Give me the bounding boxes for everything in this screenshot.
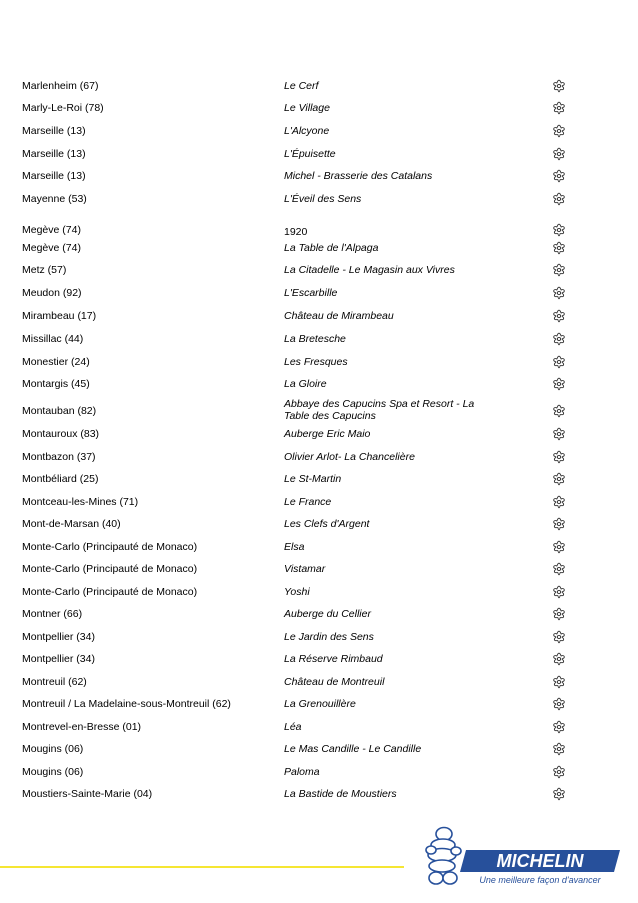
michelin-star-icon (552, 742, 566, 756)
list-item (0, 217, 638, 239)
michelin-star-icon (552, 562, 566, 576)
city-name: Missillac (44) (22, 333, 84, 345)
michelin-star-icon (552, 427, 566, 441)
michelin-star-icon (552, 697, 566, 711)
list-item (0, 242, 638, 256)
list-item (0, 333, 638, 347)
city-name: Montreuil (62) (22, 676, 87, 688)
restaurant-name: L'Alcyone (284, 125, 330, 137)
michelin-star-icon (552, 495, 566, 509)
list-item (0, 125, 638, 139)
restaurant-name: La Citadelle - Le Magasin aux Vivres (284, 264, 455, 276)
michelin-star-icon (552, 450, 566, 464)
city-name: Mayenne (53) (22, 193, 87, 205)
restaurant-name: La Gloire (284, 378, 327, 390)
city-name: Monte-Carlo (Principauté de Monaco) (22, 563, 198, 575)
restaurant-name: Les Fresques (284, 356, 348, 368)
restaurant-name: Michel - Brasserie des Catalans (284, 170, 433, 182)
list-item (0, 193, 638, 207)
michelin-star-icon (552, 332, 566, 346)
restaurant-name: Auberge Eric Maio (284, 428, 371, 440)
list-item (0, 80, 638, 94)
list-item (0, 310, 638, 324)
michelin-star-icon (552, 309, 566, 323)
michelin-star-icon (552, 607, 566, 621)
city-name: Megève (74) (22, 224, 81, 236)
restaurant-name: L'Éveil des Sens (284, 193, 362, 205)
city-name: Metz (57) (22, 264, 67, 276)
logo-brand-text: MICHELIN (496, 851, 584, 871)
city-name: Marseille (13) (22, 148, 86, 160)
michelin-star-icon (552, 355, 566, 369)
city-name: Mougins (06) (22, 766, 84, 778)
michelin-star-icon (552, 787, 566, 801)
list-item (0, 378, 638, 392)
restaurant-name: La Bretesche (284, 333, 346, 345)
michelin-star-icon (552, 652, 566, 666)
michelin-star-icon (552, 675, 566, 689)
michelin-star-icon (552, 540, 566, 554)
list-item (0, 653, 638, 667)
restaurant-name: La Réserve Rimbaud (284, 653, 383, 665)
list-item (0, 102, 638, 116)
michelin-star-icon (552, 472, 566, 486)
city-name: Montceau-les-Mines (71) (22, 496, 139, 508)
list-item (0, 743, 638, 757)
michelin-star-icon (552, 720, 566, 734)
list-item (0, 563, 638, 577)
city-name: Moustiers-Sainte-Marie (04) (22, 788, 153, 800)
city-name: Montreuil / La Madelaine-sous-Montreuil (62) (22, 698, 231, 710)
list-item (0, 721, 638, 735)
list-item (0, 170, 638, 184)
city-name: Montpellier (34) (22, 631, 95, 643)
restaurant-name: Olivier Arlot- La Chancelière (284, 451, 415, 463)
city-name: Marseille (13) (22, 125, 86, 137)
restaurant-name: Léa (284, 721, 302, 733)
restaurant-name: Paloma (284, 766, 320, 778)
city-name: Montargis (45) (22, 378, 90, 390)
city-name: Monte-Carlo (Principauté de Monaco) (22, 586, 198, 598)
list-item (0, 287, 638, 301)
restaurant-name: Château de Montreuil (284, 676, 385, 688)
restaurant-name: Le Cerf (284, 80, 319, 92)
restaurant-name: La Grenouillère (284, 698, 356, 710)
list-item (0, 428, 638, 442)
list-item (0, 766, 638, 780)
list-item (0, 586, 638, 600)
list-item (0, 473, 638, 487)
restaurant-name: Abbaye des Capucins Spa et Resort - La Table des Capucins (284, 398, 475, 422)
city-name: Marly-Le-Roi (78) (22, 102, 104, 114)
city-name: Monte-Carlo (Principauté de Monaco) (22, 541, 198, 553)
restaurant-name: Le Jardin des Sens (284, 631, 374, 643)
bibendum-icon (426, 828, 461, 885)
restaurant-name: 1920 (284, 226, 308, 238)
michelin-star-icon (552, 377, 566, 391)
restaurant-name: Yoshi (284, 586, 310, 598)
city-name: Montner (66) (22, 608, 83, 620)
restaurant-name: Le Mas Candille - Le Candille (284, 743, 422, 755)
logo-tagline: Une meilleure façon d'avancer (479, 875, 601, 885)
restaurant-name: Auberge du Cellier (284, 608, 371, 620)
restaurant-name: La Table de l'Alpaga (284, 242, 379, 254)
restaurant-name: Les Clefs d'Argent (284, 518, 370, 530)
list-item (0, 148, 638, 162)
michelin-star-icon (552, 147, 566, 161)
list-item (0, 608, 638, 622)
list-item (0, 398, 638, 426)
city-name: Mirambeau (17) (22, 310, 97, 322)
michelin-star-icon (552, 169, 566, 183)
city-name: Monestier (24) (22, 356, 90, 368)
michelin-star-icon (552, 765, 566, 779)
michelin-star-icon (552, 79, 566, 93)
michelin-star-icon (552, 630, 566, 644)
restaurant-name: Le Village (284, 102, 330, 114)
michelin-star-icon (552, 124, 566, 138)
michelin-logo (424, 820, 620, 892)
michelin-star-icon (552, 517, 566, 531)
list-item (0, 631, 638, 645)
city-name: Montpellier (34) (22, 653, 95, 665)
list-item (0, 676, 638, 690)
list-item (0, 451, 638, 465)
restaurant-name: Vistamar (284, 563, 326, 575)
restaurant-name: L'Épuisette (284, 148, 336, 160)
list-item (0, 496, 638, 510)
michelin-star-icon (552, 585, 566, 599)
restaurant-name: Le St-Martin (284, 473, 342, 485)
list-item (0, 698, 638, 712)
michelin-star-icon (552, 286, 566, 300)
city-name: Montauroux (83) (22, 428, 100, 440)
city-name: Montrevel-en-Bresse (01) (22, 721, 142, 733)
city-name: Megève (74) (22, 242, 81, 254)
michelin-star-icon (552, 263, 566, 277)
city-name: Meudon (92) (22, 287, 82, 299)
restaurant-name: Château de Mirambeau (284, 310, 394, 322)
footer-yellow-line (0, 866, 404, 868)
michelin-star-icon (552, 241, 566, 255)
list-item (0, 356, 638, 370)
list-item (0, 541, 638, 555)
michelin-star-icon (552, 101, 566, 115)
restaurant-name: L'Escarbille (284, 287, 338, 299)
city-name: Montauban (82) (22, 405, 97, 417)
city-name: Montbéliard (25) (22, 473, 99, 485)
city-name: Mont-de-Marsan (40) (22, 518, 121, 530)
michelin-star-icon (552, 192, 566, 206)
restaurant-name: La Bastide de Moustiers (284, 788, 397, 800)
city-name: Montbazon (37) (22, 451, 96, 463)
city-name: Mougins (06) (22, 743, 84, 755)
list-item (0, 264, 638, 278)
michelin-star-icon (552, 223, 566, 237)
restaurant-name: Elsa (284, 541, 305, 553)
city-name: Marseille (13) (22, 170, 86, 182)
city-name: Marlenheim (67) (22, 80, 99, 92)
list-item (0, 788, 638, 802)
michelin-star-icon (552, 404, 566, 418)
restaurant-name: Le France (284, 496, 332, 508)
list-item (0, 518, 638, 532)
